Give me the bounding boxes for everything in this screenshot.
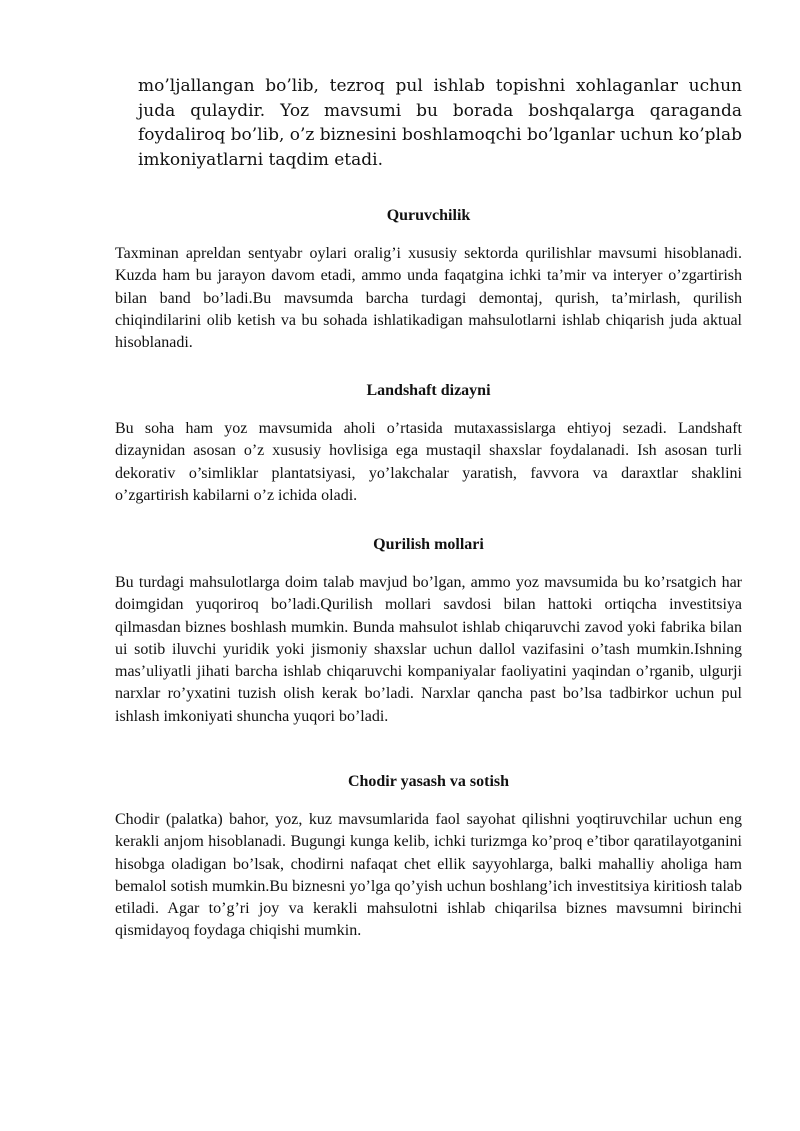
section-qurilish-mollari xyxy=(115,535,742,728)
section-quruvchilik xyxy=(115,206,742,354)
section-landshaft-dizayni xyxy=(115,381,742,507)
section-paragraph: Bu turdagi mahsulotlarga doim talab mavjud bo’lgan, ammo yoz mavsumida bu ko’rsatgich har doimgidan yuqoriroq bo’ladi.Qurilish mollari savdosi bilan hattoki ortiqcha investitsiya qilmasdan biznes boshlash mumkin. Bunda mahsulot ishlab chiqaruvchi zavod yoki fabrika bilan ui sotib iluvchi yuridik yoki jismoniy shaxslar uchun dallol vazifasini o’tash mumkin.Ishning mas’uliyatli jihati barcha ishlab chiqaruvchi kompaniyalar faoliyatini yaqindan o’rganib, ulgurji narxlar ro’yxatini tuzish olish kerak bo’ladi. Narxlar qancha past bo’lsa tadbirkor uchun pul ishlash imkoniyati shuncha yuqori bo’ladi. xyxy=(115,574,742,725)
section-heading: Landshaft dizayni xyxy=(366,382,491,399)
section-heading: Chodir yasash va sotish xyxy=(347,773,510,790)
section-paragraph: Taxminan apreldan sentyabr oylari oralig’i xususiy sektorda qurilishlar mavsumi hisoblanadi. Kuzda ham bu jarayon davom etadi, ammo unda faqatgina ichki ta’mir va interyer o’zgartirish bilan band bo’ladi.Bu mavsumda barcha turdagi demontaj, qurish, ta’mirlash, qurilish chiqindilarini olib ketish va bu sohada ishlatikadigan mahsulotlarni ishlab chiqarish juda aktual hisoblanadi. xyxy=(115,245,742,352)
intro-paragraph: mo’ljallangan bo’lib, tezroq pul ishlab topishni xohlaganlar uchun juda qulaydir. Yoz mavsumi bu borada boshqalarga qaraganda foydaliroq bo’lib, o’z biznesini boshlamoqchi bo’lganlar uchun ko’plab imkoniyatlarni taqdim etadi. xyxy=(138,76,742,170)
section-heading: Qurilish mollari xyxy=(373,536,484,553)
section-paragraph: Chodir (palatka) bahor, yoz, kuz mavsumlarida faol sayohat qilishni yoqtiruvchilar uchun eng kerakli anjom hisoblanadi. Bugungi kunga kelib, ichki turizmga ko’proq e’tibor qaratilayotganini hisobga oladigan bo’lsak, chodirni nafaqat chet ellik sayyohlarga, balki mahalliy aholiga ham bemalol sotish mumkin.Bu biznesni yo’lga qo’yish uchun boshlang’ich investitsiya kiritiosh talab etiladi. Agar to’g’ri joy va kerakli mahsulotni ishlab chiqarilsa biznes mavsumni birinchi qismidayoq foydaga chiqishi mumkin. xyxy=(115,811,742,940)
section-heading: Quruvchilik xyxy=(386,207,471,224)
section-chodir-yasash xyxy=(115,772,742,943)
section-paragraph: Bu soha ham yoz mavsumida aholi o’rtasida mutaxassislarga ehtiyoj sezadi. Landshaft dizaynidan asosan o’z xususiy hovlisiga ega mustaqil shaxslar foydalanadi. Ish asosan turli dekorativ o’simliklar plantatsiyasi, yo’lakchalar yaratish, favvora va daraxtlar shaklini o’zgartirish kabilarni o’z ichida oladi. xyxy=(115,420,742,504)
